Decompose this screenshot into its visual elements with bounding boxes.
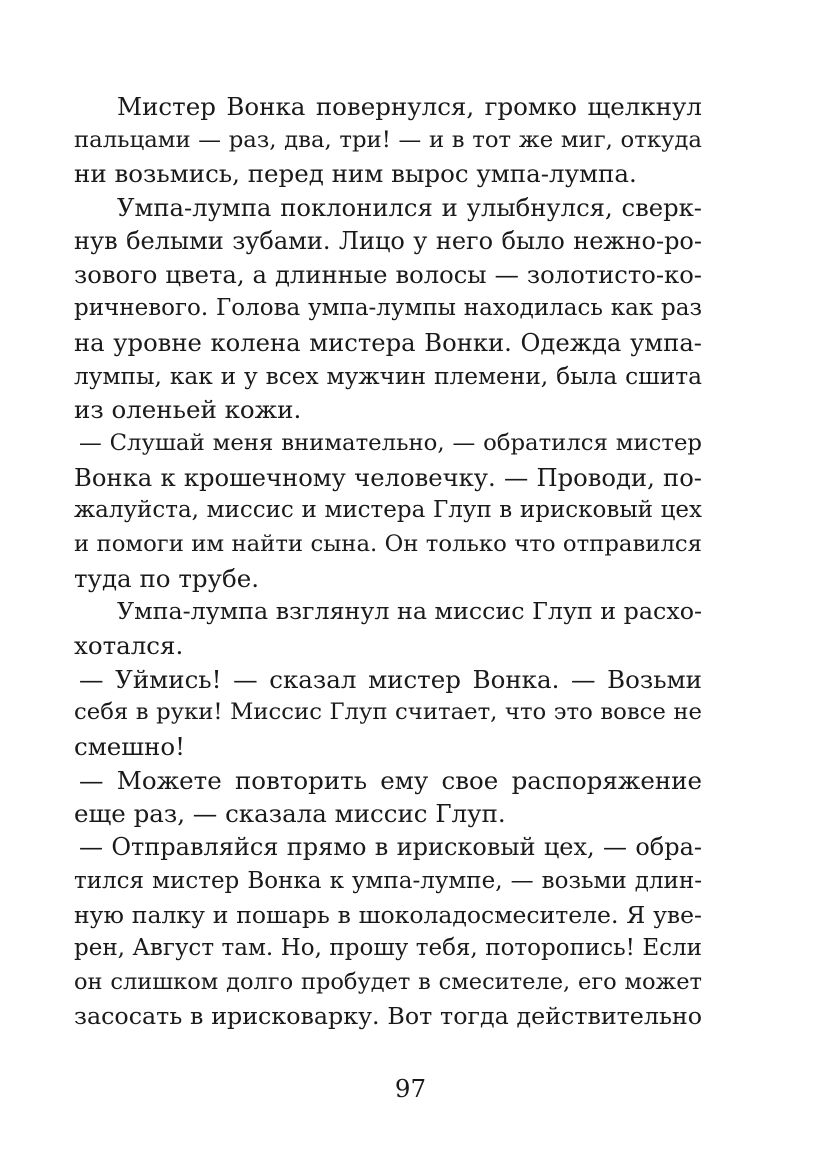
text-line: — Слушай меня внимательно, — обратился мистер <box>79 429 702 456</box>
text-line: еще раз, — сказала миссис Глуп. <box>74 799 506 829</box>
text-line: Умпа-лумпа поклонился и улыбнулся, сверк- <box>117 193 702 223</box>
text-line: нув белыми зубами. Лицо у него было нежно-ро- <box>74 226 702 255</box>
text-line: тился мистер Вонка к умпа-лумпе, — возьми длин- <box>74 867 702 894</box>
page-number: 97 <box>394 1074 427 1103</box>
text-line: лумпы, как и у всех мужчин племени, была сшита <box>74 362 702 390</box>
text-line: Умпа-лумпа взглянул на миссис Глуп и расхо- <box>117 597 703 626</box>
text-line: на уровне колена мистера Вонки. Одежда умпа- <box>74 327 702 357</box>
text-line: пальцами — раз, два, три! — и в тот же миг, откуда <box>74 126 702 153</box>
body-text <box>74 90 702 1033</box>
text-line: ную палку и пошарь в шоколадосмесителе. Я уве- <box>74 900 702 929</box>
text-line: жалуйста, миссис и мистера Глуп в ирисковый цех <box>74 497 702 524</box>
text-line: засосать в ирисковарку. Вот тогда действительно <box>74 1001 702 1030</box>
text-line: — Можете повторить ему свое распоряжение <box>79 765 702 795</box>
text-line: он слишком долго пробудет в смесителе, его может <box>74 968 702 995</box>
text-line: — Уймись! — сказал мистер Вонка. — Возьми <box>79 664 702 694</box>
text-line: из оленьей кожи. <box>74 395 302 425</box>
text-line: ни возьмись, перед ним вырос умпа-лумпа. <box>74 159 637 189</box>
text-line: Вонка к крошечному человечку. — Проводи, по- <box>74 462 702 492</box>
text-line: рен, Август там. Но, прошу тебя, поторопись! Если <box>74 935 702 962</box>
text-line: Мистер Вонка повернулся, громко щелкнул <box>117 92 702 121</box>
text-line: хотался. <box>74 631 184 660</box>
text-line: и помоги им найти сына. Он только что отправился <box>74 530 702 557</box>
text-line: туда по трубе. <box>74 563 260 593</box>
text-line: ричневого. Голова умпа-лумпы находилась как раз <box>74 295 702 322</box>
text-line: смешно! <box>74 732 185 762</box>
text-line: себя в руки! Миссис Глуп считает, что это вовсе не <box>74 699 702 726</box>
text-line: зового цвета, а длинные волосы — золотисто-ко- <box>74 260 702 290</box>
text-line: — Отправляйся прямо в ирисковый цех, — обра- <box>79 833 702 862</box>
